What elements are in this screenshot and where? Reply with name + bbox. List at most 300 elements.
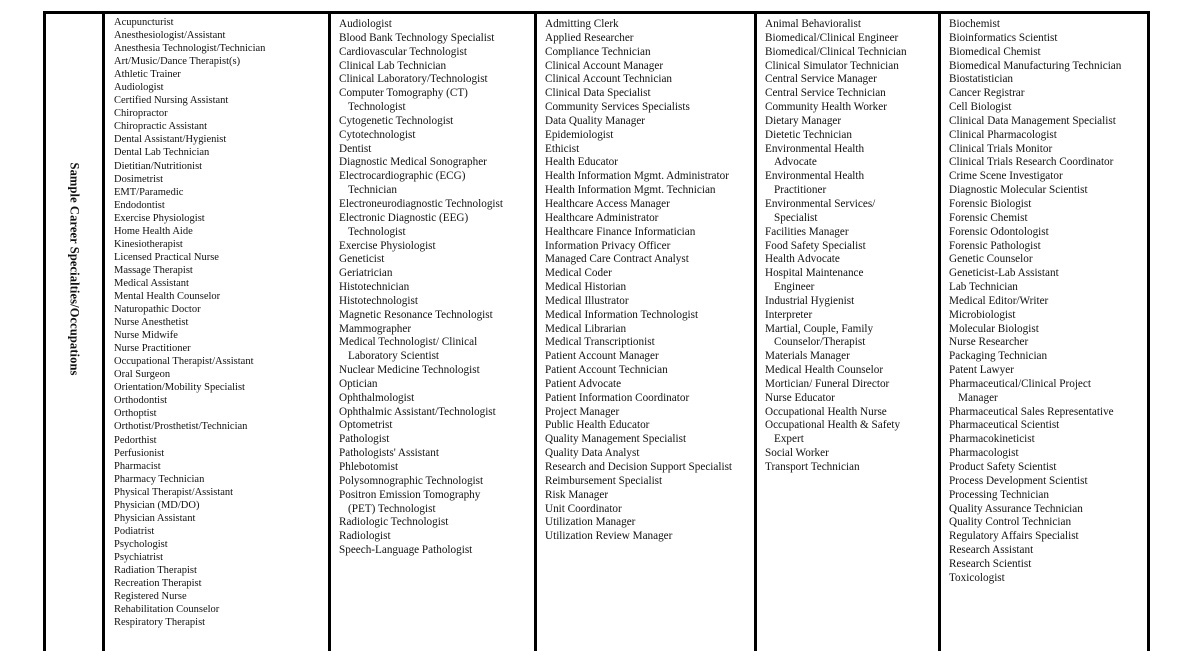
occupation-name: Nurse Practitioner bbox=[114, 343, 191, 355]
occupation-item bbox=[949, 447, 1150, 461]
occupation-name: Art/Music/Dance Therapist(s) bbox=[114, 56, 241, 68]
occupation-name: Histotechnologist bbox=[339, 294, 418, 307]
occupation-item bbox=[545, 406, 754, 420]
occupation-name: Regulatory Affairs Specialist bbox=[949, 530, 1079, 543]
occupation-item bbox=[949, 129, 1150, 143]
occupation-name: Dietetic Technician bbox=[765, 128, 852, 141]
occupation-name-continued: Technician bbox=[348, 184, 397, 197]
occupation-name: Polysomnographic Technologist bbox=[339, 474, 484, 487]
occupation-name: Medical Information Technologist bbox=[545, 308, 699, 321]
occupation-item bbox=[114, 342, 328, 355]
occupation-item bbox=[545, 46, 754, 60]
occupation-item bbox=[114, 238, 328, 251]
occupation-item bbox=[949, 198, 1150, 212]
occupation-name: Crime Scene Investigator bbox=[949, 170, 1063, 183]
occupation-name: Genetic Counselor bbox=[949, 253, 1033, 266]
occupation-name: Microbiologist bbox=[949, 308, 1016, 321]
occupation-item bbox=[765, 364, 938, 378]
occupation-name: Nurse Anesthetist bbox=[114, 317, 189, 329]
occupation-item bbox=[114, 329, 328, 342]
occupation-name: Pharmacist bbox=[114, 460, 161, 472]
occupation-item bbox=[114, 603, 328, 616]
occupation-name: Risk Manager bbox=[545, 488, 609, 501]
occupation-name: Clinical Data Specialist bbox=[545, 87, 651, 100]
column-4 bbox=[757, 14, 941, 651]
occupation-name: Packaging Technician bbox=[949, 350, 1048, 363]
occupation-item bbox=[339, 18, 534, 32]
occupation-name: Anesthesia Technologist/Technician bbox=[114, 43, 266, 55]
occupation-item bbox=[339, 419, 534, 433]
occupation-item bbox=[545, 378, 754, 392]
occupation-item bbox=[339, 530, 534, 544]
occupation-item bbox=[114, 173, 328, 186]
occupation-name: Phlebotomist bbox=[339, 461, 399, 473]
occupation-item bbox=[765, 323, 938, 351]
column-2 bbox=[331, 14, 537, 651]
occupation-name: Pharmaceutical/Clinical Project bbox=[949, 377, 1091, 390]
occupation-name: Clinical Trials Research Coordinator bbox=[949, 156, 1114, 169]
occupation-item bbox=[545, 475, 754, 489]
occupation-name: Clinical Simulator Technician bbox=[765, 59, 899, 72]
occupation-item bbox=[545, 156, 754, 170]
occupation-item bbox=[949, 419, 1150, 433]
occupation-item bbox=[339, 198, 534, 212]
occupation-name: Nurse Researcher bbox=[949, 336, 1029, 349]
occupation-item bbox=[545, 336, 754, 350]
occupation-name: Processing Technician bbox=[949, 488, 1049, 501]
occupation-item bbox=[949, 184, 1150, 198]
occupation-name-continued: Manager bbox=[958, 391, 998, 404]
occupation-name: Orthoptist bbox=[114, 408, 157, 420]
occupation-name: Martial, Couple, Family bbox=[765, 322, 874, 335]
occupation-item bbox=[114, 16, 328, 29]
occupation-item bbox=[949, 336, 1150, 350]
occupation-name: Optometrist bbox=[339, 419, 393, 432]
occupation-item bbox=[114, 107, 328, 120]
occupation-name: Research and Decision Support Specialist bbox=[545, 461, 733, 473]
occupation-item bbox=[114, 199, 328, 212]
occupation-item bbox=[339, 323, 534, 337]
occupation-item bbox=[339, 267, 534, 281]
occupation-name: Perfusionist bbox=[114, 447, 165, 459]
occupation-item bbox=[949, 73, 1150, 87]
occupation-item bbox=[114, 355, 328, 368]
occupation-item bbox=[545, 516, 754, 530]
occupation-name: Medical Historian bbox=[545, 281, 627, 294]
occupation-name: Pathologist bbox=[339, 433, 390, 446]
career-table bbox=[43, 11, 1150, 651]
occupation-item bbox=[114, 381, 328, 394]
occupation-item bbox=[765, 240, 938, 254]
occupation-name: Ethicist bbox=[545, 142, 580, 155]
occupation-name: Project Manager bbox=[545, 405, 620, 418]
occupation-name: Clinical Pharmacologist bbox=[949, 128, 1057, 141]
side-label-cell bbox=[46, 14, 105, 651]
occupation-item bbox=[545, 392, 754, 406]
occupation-name: Radiation Therapist bbox=[114, 564, 197, 576]
occupation-item bbox=[949, 226, 1150, 240]
occupation-item bbox=[339, 336, 534, 364]
occupation-name-continued: Practitioner bbox=[774, 184, 827, 197]
occupation-item bbox=[545, 503, 754, 517]
occupation-name: Process Development Scientist bbox=[949, 474, 1088, 487]
occupation-name: Orthodontist bbox=[114, 395, 168, 407]
occupation-name: Dental Assistant/Hygienist bbox=[114, 134, 227, 146]
occupation-name: Environmental Health bbox=[765, 142, 865, 155]
occupation-name: Managed Care Contract Analyst bbox=[545, 253, 689, 266]
occupation-name: Chiropractic Assistant bbox=[114, 121, 208, 133]
occupation-item bbox=[114, 525, 328, 538]
occupation-item bbox=[949, 489, 1150, 503]
occupation-list bbox=[765, 18, 938, 475]
occupation-item bbox=[339, 392, 534, 406]
occupation-item bbox=[114, 81, 328, 94]
occupation-item bbox=[339, 281, 534, 295]
occupation-item bbox=[339, 253, 534, 267]
occupation-name: Physician (MD/DO) bbox=[114, 499, 200, 511]
occupation-item bbox=[114, 512, 328, 525]
occupation-name: Electronic Diagnostic (EEG) bbox=[339, 211, 469, 224]
occupation-list bbox=[949, 18, 1150, 586]
occupation-name: Pharmacokineticist bbox=[949, 433, 1035, 446]
occupation-name: Cardiovascular Technologist bbox=[339, 45, 467, 58]
occupation-item bbox=[339, 156, 534, 170]
occupation-item bbox=[949, 156, 1150, 170]
occupation-item bbox=[765, 143, 938, 171]
occupation-name: Exercise Physiologist bbox=[114, 212, 205, 224]
occupation-name: EMT/Paramedic bbox=[114, 186, 184, 198]
occupation-item bbox=[765, 419, 938, 447]
occupation-item bbox=[765, 115, 938, 129]
occupation-name-continued: Counselor/Therapist bbox=[774, 336, 866, 349]
occupation-name: Transport Technician bbox=[765, 461, 860, 473]
occupation-name: Cancer Registrar bbox=[949, 87, 1025, 100]
occupation-item bbox=[545, 323, 754, 337]
occupation-name: Dietitian/Nutritionist bbox=[114, 160, 203, 172]
occupation-item bbox=[339, 240, 534, 254]
occupation-item bbox=[339, 516, 534, 530]
occupation-name: Medical Editor/Writer bbox=[949, 294, 1049, 307]
occupation-name: Patient Information Coordinator bbox=[545, 391, 690, 404]
occupation-name: Dosimetrist bbox=[114, 173, 163, 185]
occupation-name: Clinical Account Manager bbox=[545, 59, 664, 72]
occupation-item bbox=[765, 461, 938, 475]
column-3 bbox=[537, 14, 757, 651]
occupation-item bbox=[339, 115, 534, 129]
occupation-item bbox=[949, 212, 1150, 226]
occupation-name: Forensic Biologist bbox=[949, 197, 1032, 210]
occupation-name: Central Service Manager bbox=[765, 73, 877, 86]
occupation-item bbox=[339, 129, 534, 143]
occupation-item bbox=[949, 544, 1150, 558]
occupation-item bbox=[114, 434, 328, 447]
occupation-item bbox=[765, 226, 938, 240]
occupation-item bbox=[949, 364, 1150, 378]
occupation-name: Biomedical Manufacturing Technician bbox=[949, 59, 1122, 72]
occupation-item bbox=[339, 544, 534, 558]
occupation-name: Central Service Technician bbox=[765, 87, 886, 100]
occupation-name: Acupuncturist bbox=[114, 17, 174, 28]
occupation-name: Pedorthist bbox=[114, 434, 157, 446]
occupation-name: Certified Nursing Assistant bbox=[114, 95, 229, 107]
occupation-item bbox=[114, 160, 328, 173]
occupation-item bbox=[114, 29, 328, 42]
occupation-name: Biomedical Chemist bbox=[949, 45, 1041, 58]
occupation-name: Athletic Trainer bbox=[114, 69, 181, 81]
occupation-item bbox=[339, 212, 534, 240]
occupation-item bbox=[114, 368, 328, 381]
occupation-name: Patient Advocate bbox=[545, 377, 622, 390]
occupation-name: Reimbursement Specialist bbox=[545, 474, 663, 487]
occupation-item bbox=[114, 290, 328, 303]
occupation-item bbox=[765, 267, 938, 295]
occupation-name-continued: Technologist bbox=[348, 225, 406, 238]
occupation-item bbox=[114, 407, 328, 420]
occupation-name: Geneticist bbox=[339, 253, 385, 266]
occupation-name: Forensic Chemist bbox=[949, 211, 1028, 224]
occupation-item bbox=[949, 530, 1150, 544]
occupation-name-continued: (PET) Technologist bbox=[348, 502, 436, 515]
occupation-name: Medical Technologist/ Clinical bbox=[339, 336, 478, 349]
occupation-item bbox=[339, 378, 534, 392]
occupation-name: Materials Manager bbox=[765, 350, 850, 363]
occupation-item bbox=[949, 170, 1150, 184]
occupation-item bbox=[114, 94, 328, 107]
occupation-item bbox=[545, 32, 754, 46]
occupation-name: Orthotist/Prosthetist/Technician bbox=[114, 421, 248, 433]
occupation-name: Clinical Trials Monitor bbox=[949, 142, 1053, 155]
occupation-item bbox=[765, 198, 938, 226]
occupation-name: Radiologist bbox=[339, 530, 391, 543]
occupation-name: Positron Emission Tomography bbox=[339, 488, 481, 501]
occupation-item bbox=[339, 32, 534, 46]
occupation-item bbox=[545, 143, 754, 157]
occupation-item bbox=[545, 419, 754, 433]
occupation-name: Pharmaceutical Scientist bbox=[949, 419, 1060, 432]
occupation-name: Ophthalmic Assistant/Technologist bbox=[339, 405, 496, 418]
occupation-list bbox=[114, 16, 328, 629]
occupation-item bbox=[114, 538, 328, 551]
occupation-name: Applied Researcher bbox=[545, 31, 634, 44]
occupation-item bbox=[765, 46, 938, 60]
occupation-name: Magnetic Resonance Technologist bbox=[339, 308, 493, 321]
occupation-name: Interpreter bbox=[765, 308, 813, 321]
occupation-name: Community Services Specialists bbox=[545, 101, 690, 114]
occupation-name: Diagnostic Medical Sonographer bbox=[339, 156, 487, 169]
occupation-item bbox=[114, 55, 328, 68]
occupation-item bbox=[765, 32, 938, 46]
occupation-name: Nuclear Medicine Technologist bbox=[339, 364, 480, 377]
occupation-item bbox=[339, 143, 534, 157]
occupation-name: Quality Assurance Technician bbox=[949, 502, 1083, 515]
occupation-item bbox=[765, 309, 938, 323]
occupation-name: Clinical Account Technician bbox=[545, 73, 673, 86]
occupation-name: Physician Assistant bbox=[114, 512, 196, 524]
occupation-name: Computer Tomography (CT) bbox=[339, 87, 468, 100]
occupation-name: Research Assistant bbox=[949, 544, 1034, 557]
occupation-name: Biostatistician bbox=[949, 73, 1014, 86]
column-1 bbox=[105, 14, 331, 651]
occupation-name: Health Educator bbox=[545, 156, 618, 169]
occupation-item bbox=[949, 267, 1150, 281]
occupation-item bbox=[114, 277, 328, 290]
occupation-name: Social Worker bbox=[765, 447, 829, 460]
occupation-name: Psychiatrist bbox=[114, 551, 163, 563]
occupation-name: Occupational Health & Safety bbox=[765, 419, 901, 432]
occupation-name: Public Health Educator bbox=[545, 419, 650, 432]
occupation-item bbox=[949, 240, 1150, 254]
occupation-name: Health Information Mgmt. Technician bbox=[545, 184, 716, 197]
occupation-name: Health Advocate bbox=[765, 253, 840, 266]
occupation-item bbox=[114, 316, 328, 329]
occupation-name: Occupational Health Nurse bbox=[765, 405, 887, 418]
occupation-item bbox=[949, 281, 1150, 295]
occupation-item bbox=[949, 475, 1150, 489]
occupation-name: Optician bbox=[339, 377, 378, 390]
occupation-name: Environmental Health bbox=[765, 170, 865, 183]
occupation-item bbox=[949, 558, 1150, 572]
occupation-item bbox=[765, 18, 938, 32]
occupation-name: Registered Nurse bbox=[114, 591, 187, 603]
occupation-item bbox=[765, 350, 938, 364]
occupation-name: Admitting Clerk bbox=[545, 18, 619, 30]
occupation-name: Audiologist bbox=[339, 18, 392, 30]
occupation-name: Patient Account Technician bbox=[545, 364, 668, 377]
occupation-name: Podiatrist bbox=[114, 525, 155, 537]
occupation-item bbox=[545, 461, 754, 475]
occupation-item bbox=[114, 551, 328, 564]
occupation-name: Animal Behavioralist bbox=[765, 18, 862, 30]
occupation-name: Cytogenetic Technologist bbox=[339, 114, 454, 127]
occupation-name: Patent Lawyer bbox=[949, 364, 1014, 377]
occupation-item bbox=[545, 364, 754, 378]
occupation-name: Bioinformatics Scientist bbox=[949, 31, 1058, 44]
occupation-item bbox=[114, 577, 328, 590]
occupation-name: Cell Biologist bbox=[949, 101, 1012, 114]
occupation-item bbox=[765, 60, 938, 74]
occupation-name: Pharmacy Technician bbox=[114, 473, 205, 485]
occupation-name: Naturopathic Doctor bbox=[114, 304, 201, 316]
occupation-item bbox=[949, 461, 1150, 475]
occupation-name: Geneticist-Lab Assistant bbox=[949, 267, 1059, 280]
occupation-item bbox=[114, 564, 328, 577]
occupation-item bbox=[949, 101, 1150, 115]
occupation-item bbox=[339, 461, 534, 475]
occupation-name: Compliance Technician bbox=[545, 45, 651, 58]
occupation-item bbox=[545, 295, 754, 309]
occupation-name-continued: Specialist bbox=[774, 211, 818, 224]
occupation-item bbox=[339, 295, 534, 309]
occupation-name: Toxicologist bbox=[949, 571, 1005, 584]
occupation-name: Utilization Manager bbox=[545, 516, 636, 529]
occupation-item bbox=[545, 87, 754, 101]
occupation-name: Pathologists' Assistant bbox=[339, 447, 439, 460]
occupation-name: Facilities Manager bbox=[765, 225, 849, 238]
occupation-name: Pharmacologist bbox=[949, 447, 1019, 460]
occupation-name-continued: Technologist bbox=[348, 101, 406, 114]
occupation-item bbox=[114, 447, 328, 460]
occupation-name: Licensed Practical Nurse bbox=[114, 251, 219, 263]
occupation-item bbox=[114, 146, 328, 159]
occupation-item bbox=[949, 516, 1150, 530]
occupation-item bbox=[339, 87, 534, 115]
occupation-name: Industrial Hygienist bbox=[765, 294, 855, 307]
occupation-name: Mental Health Counselor bbox=[114, 290, 221, 302]
occupation-item bbox=[949, 309, 1150, 323]
occupation-name: Cytotechnologist bbox=[339, 128, 416, 141]
occupation-name: Clinical Data Management Specialist bbox=[949, 114, 1116, 127]
occupation-item bbox=[545, 447, 754, 461]
occupation-item bbox=[545, 184, 754, 198]
occupation-item bbox=[545, 60, 754, 74]
occupation-item bbox=[949, 60, 1150, 74]
occupation-item bbox=[545, 281, 754, 295]
occupation-item bbox=[949, 503, 1150, 517]
occupation-name: Patient Account Manager bbox=[545, 350, 659, 363]
occupation-item bbox=[339, 46, 534, 60]
occupation-item bbox=[114, 460, 328, 473]
occupation-item bbox=[545, 267, 754, 281]
occupation-item bbox=[545, 101, 754, 115]
occupation-name: Medical Coder bbox=[545, 267, 612, 280]
occupation-name: Audiologist bbox=[114, 82, 164, 94]
column-5 bbox=[941, 14, 1150, 651]
occupation-name: Medical Illustrator bbox=[545, 294, 629, 307]
occupation-item bbox=[545, 240, 754, 254]
occupation-item bbox=[114, 251, 328, 264]
occupation-item bbox=[545, 226, 754, 240]
occupation-item bbox=[114, 42, 328, 55]
occupation-list bbox=[545, 18, 754, 544]
occupation-item bbox=[949, 406, 1150, 420]
occupation-item bbox=[339, 309, 534, 323]
occupation-name: Research Scientist bbox=[949, 557, 1032, 570]
occupation-item bbox=[339, 489, 534, 517]
occupation-name: Product Safety Scientist bbox=[949, 461, 1057, 473]
occupation-name: Oral Surgeon bbox=[114, 369, 171, 381]
occupation-item bbox=[339, 170, 534, 198]
occupation-name: Quality Management Specialist bbox=[545, 433, 687, 446]
occupation-name: Radiologic Technologist bbox=[339, 516, 449, 529]
occupation-name: Medical Health Counselor bbox=[765, 364, 884, 377]
occupation-name: Massage Therapist bbox=[114, 264, 193, 276]
occupation-name: Pharmaceutical Sales Representative bbox=[949, 405, 1114, 418]
occupation-name: Environmental Services/ bbox=[765, 197, 876, 210]
occupation-item bbox=[765, 406, 938, 420]
occupation-name: Quality Control Technician bbox=[949, 516, 1072, 529]
occupation-item bbox=[114, 68, 328, 81]
occupation-item bbox=[114, 133, 328, 146]
occupation-item bbox=[114, 499, 328, 512]
occupation-item bbox=[114, 186, 328, 199]
occupation-item bbox=[114, 264, 328, 277]
occupation-name: Geriatrician bbox=[339, 267, 393, 280]
occupation-item bbox=[765, 73, 938, 87]
occupation-item bbox=[765, 129, 938, 143]
occupation-name: Exercise Physiologist bbox=[339, 239, 436, 252]
occupation-name: Medical Transcriptionist bbox=[545, 336, 655, 349]
occupation-name: Mammographer bbox=[339, 322, 412, 335]
occupation-name: Forensic Pathologist bbox=[949, 239, 1041, 252]
occupation-name: Biochemist bbox=[949, 18, 1000, 30]
occupation-name: Ophthalmologist bbox=[339, 391, 415, 404]
occupation-item bbox=[545, 170, 754, 184]
occupation-item bbox=[114, 420, 328, 433]
occupation-item bbox=[949, 433, 1150, 447]
occupation-item bbox=[765, 170, 938, 198]
occupation-name: Orientation/Mobility Specialist bbox=[114, 382, 245, 394]
occupation-name: Community Health Worker bbox=[765, 101, 887, 114]
